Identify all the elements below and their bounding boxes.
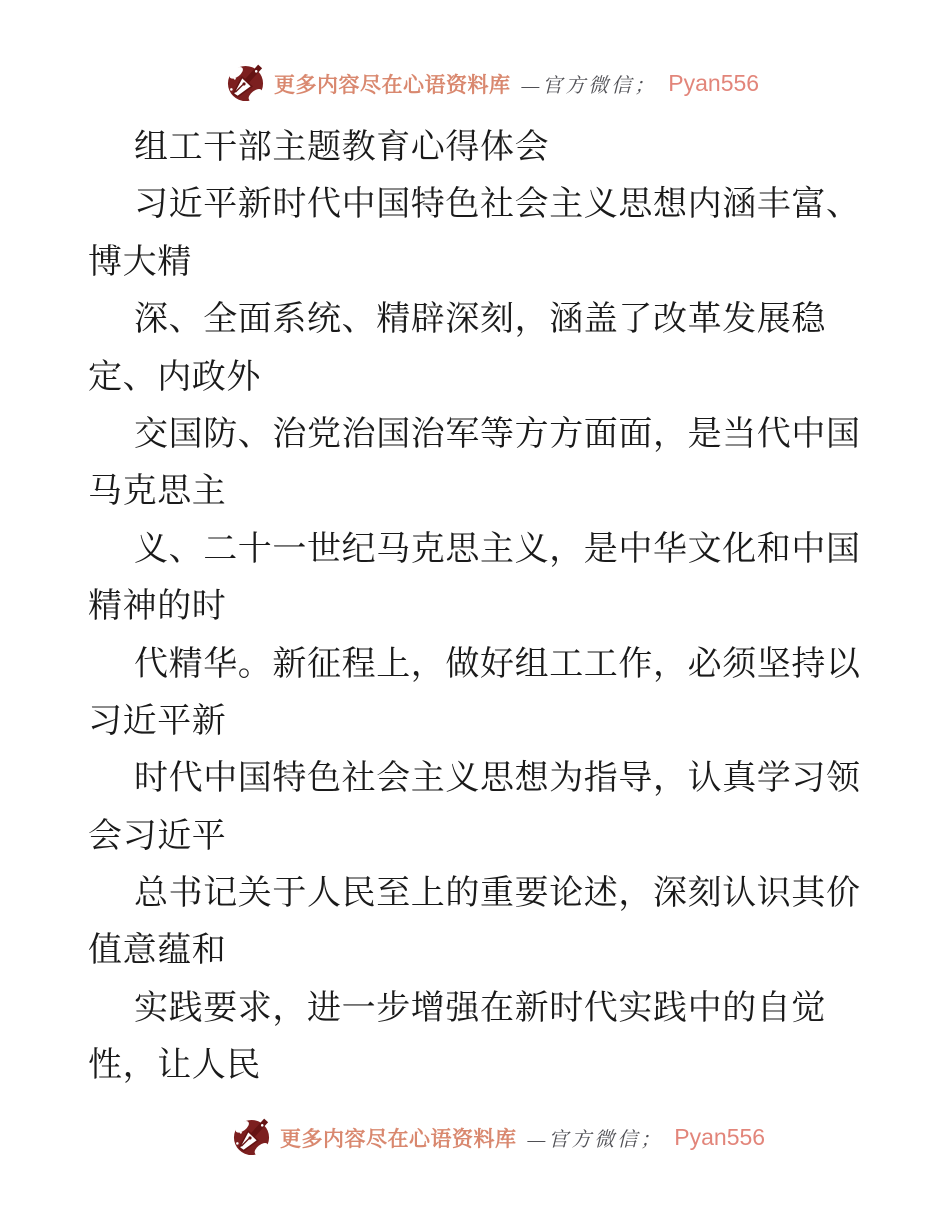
text-line: 马克思主 [88,473,227,511]
watermark-separator-text: —官方微信； [521,75,658,97]
text-line: 精神的时 [88,588,227,626]
text-line: 时代中国特色社会主义思想为指导，认真学习领 [134,760,861,798]
text-line: 习近平新 [88,702,227,740]
watermark-wechat-id: Pyan556 [668,70,760,96]
watermark-brand-text: 更多内容尽在心语资料库 [274,72,511,97]
text-line: 总书记关于人民至上的重要论述，深刻认识其价 [134,875,861,913]
text-line: 会习近平 [88,817,227,855]
document-title: 组工干部主题教育心得体会 [134,129,550,166]
pen-nib-seal-icon [226,63,265,104]
header-watermark [226,63,759,104]
text-line: 博大精 [88,243,192,281]
watermark-separator-text: —官方微信； [527,1129,664,1151]
watermark-brand-text: 更多内容尽在心语资料库 [280,1126,517,1151]
text-line: 定、内政外 [88,358,261,396]
document-body [88,119,950,1095]
watermark-wechat-id: Pyan556 [674,1124,766,1150]
text-line: 代精华。新征程上，做好组工工作，必须坚持以 [134,645,861,683]
text-line: 值意蕴和 [88,932,227,970]
text-line: 交国防、治党治国治军等方方面面，是当代中国 [134,415,861,453]
text-line: 性，让人民 [88,1047,261,1085]
pen-nib-seal-icon [232,1117,271,1158]
footer-watermark [232,1117,765,1158]
document-lines [88,176,950,1094]
text-line: 深、全面系统、精辟深刻，涵盖了改革发展稳 [134,301,826,339]
text-line: 习近平新时代中国特色社会主义思想内涵丰富、 [134,186,861,224]
text-line: 义、二十一世纪马克思主义，是中华文化和中国 [134,530,861,568]
text-line: 实践要求，进一步增强在新时代实践中的自觉 [134,989,826,1027]
